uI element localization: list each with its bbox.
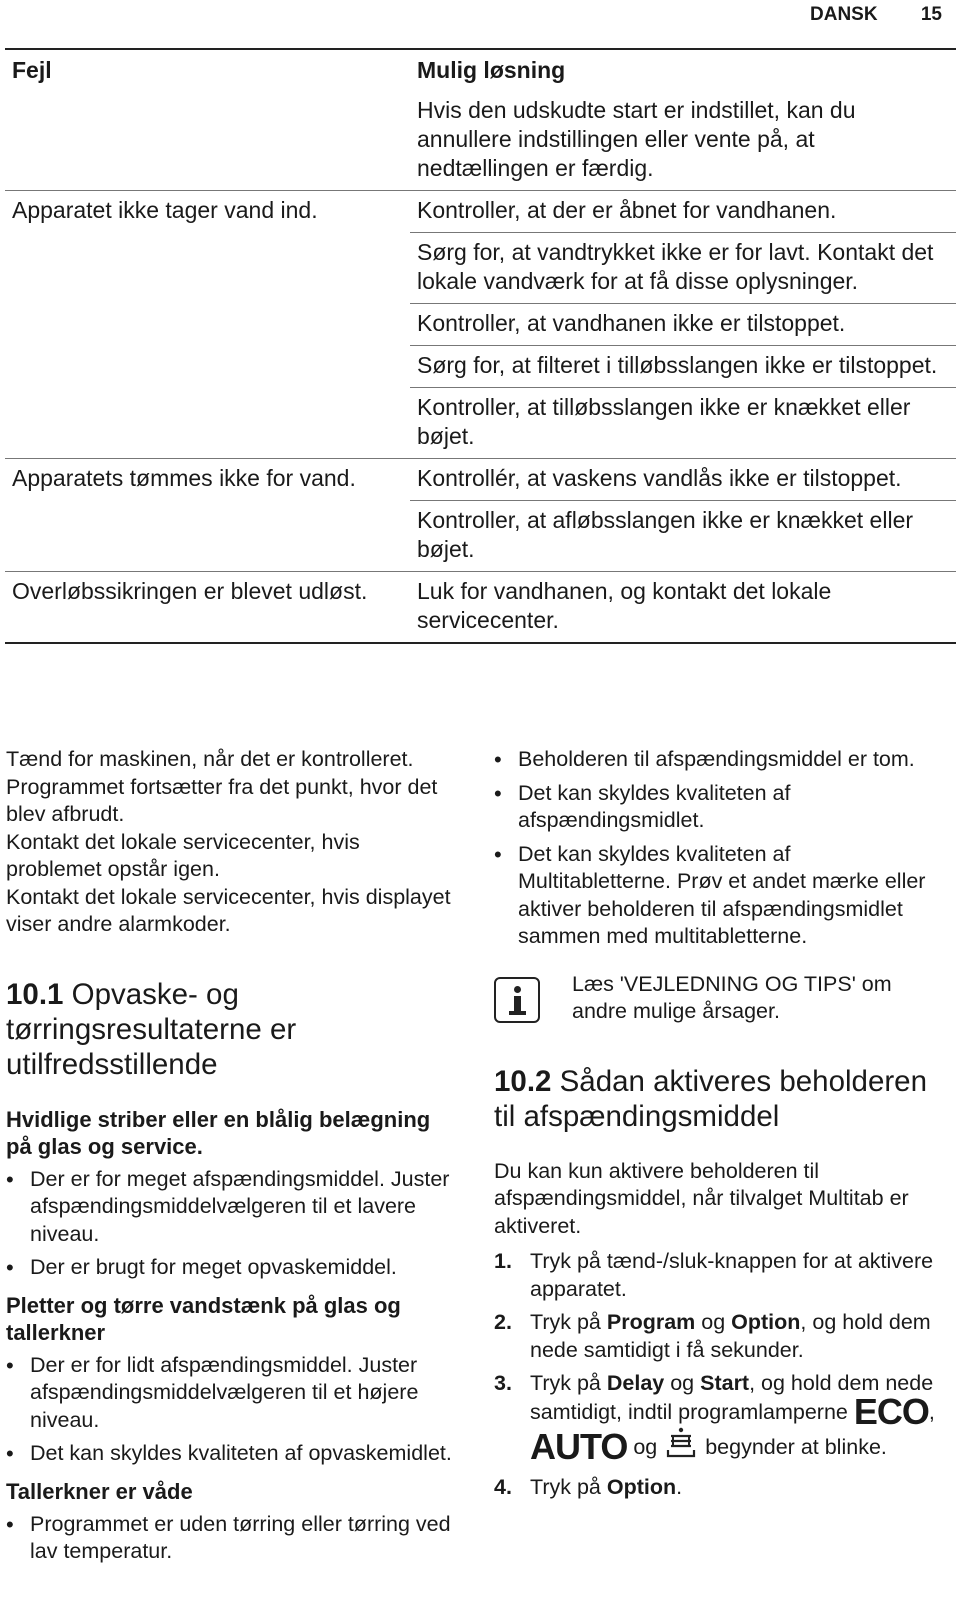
section-heading-10-1: [6, 977, 461, 1082]
table-row: [5, 191, 956, 233]
troubleshooting-table: [5, 48, 956, 644]
subheading: Hvidlige striber eller en blålig belægning på glas og service.: [6, 1106, 431, 1159]
info-note: [494, 971, 949, 1026]
solution-cell: Sørg for, at vandtrykket ikke er for lavt. Kontakt det lokale vandværk for at få disse oplysninger.: [410, 233, 956, 304]
list-item: • Der er for meget afspændingsmiddel. Juster afspændingsmiddelvælgeren til et lavere niveau.: [6, 1166, 461, 1249]
fault-cell: [5, 304, 410, 346]
option-button-label: Option: [731, 1310, 801, 1334]
solution-cell: Kontrollér, at vaskens vandlås ikke er tilstoppet.: [410, 459, 956, 501]
list-item: [494, 1474, 949, 1502]
step-number: 2.: [494, 1310, 512, 1334]
bullet-list: [6, 1511, 461, 1566]
fault-cell: [5, 388, 410, 459]
info-icon: [494, 977, 540, 1023]
dishes-icon: [665, 1426, 697, 1468]
fault-cell: [5, 233, 410, 304]
step-text: Tryk på: [530, 1310, 607, 1334]
note-text: Læs 'VEJLEDNING OG TIPS' om andre mulige årsager.: [572, 971, 892, 1023]
section-number: 10.1: [6, 977, 64, 1011]
paragraph: Tænd for maskinen, når det er kontrolleret. Programmet fortsætter fra det punkt, hvor det blev afbrudt.: [6, 747, 438, 826]
bullet-list: [6, 1352, 461, 1468]
delay-button-label: Delay: [606, 1371, 665, 1395]
page-number: 15: [920, 4, 942, 25]
list-item: • Det kan skyldes kvaliteten af afspændingsmidlet.: [494, 780, 949, 835]
bullet-list: [6, 1166, 461, 1282]
solution-cell: Kontroller, at vandhanen ikke er tilstoppet.: [410, 304, 956, 346]
step-text: Tryk på: [530, 1474, 607, 1499]
paragraph: Kontakt det lokale servicecenter, hvis displayet viser andre alarmkoder.: [6, 884, 451, 936]
right-column: [494, 746, 949, 1507]
paragraph: Kontakt det lokale servicecenter, hvis problemet opstår igen.: [6, 829, 360, 881]
section-heading-10-2: [494, 1064, 949, 1134]
step-number: 1.: [494, 1249, 512, 1273]
table-row: [5, 91, 956, 191]
column-header-solution: Mulig løsning: [410, 49, 956, 91]
fault-cell: [5, 501, 410, 572]
fault-cell: Apparatet ikke tager vand ind.: [5, 191, 410, 233]
section-title: Opvaske- og tørringsresultaterne er utilfredsstillende: [6, 977, 297, 1081]
subheading: Tallerkner er våde: [6, 1478, 193, 1504]
step-text: .: [676, 1474, 683, 1499]
solution-cell: Kontroller, at der er åbnet for vandhanen.: [410, 191, 956, 233]
table-row: [5, 501, 956, 572]
left-column: [6, 746, 461, 1572]
eco-indicator: ECO: [853, 1390, 929, 1432]
table-row: [5, 346, 956, 388]
list-item: • Beholderen til afspændingsmiddel er tom.: [494, 746, 949, 774]
fault-cell: Overløbssikringen er blevet udløst.: [5, 572, 410, 644]
solution-cell: Hvis den udskudte start er indstillet, kan du annullere indstillingen eller vente på, at nedtællingen er færdig.: [417, 97, 856, 181]
step-text: ,: [928, 1399, 935, 1424]
solution-cell: Luk for vandhanen, og kontakt det lokale servicecenter.: [410, 572, 956, 644]
list-item: [494, 1248, 949, 1303]
table-row: [5, 304, 956, 346]
table-row: [5, 572, 956, 644]
start-button-label: Start: [700, 1371, 750, 1395]
list-item: • Det kan skyldes kvaliteten af Multitabletterne. Prøv et andet mærke eller aktiver beholderen til afspændingsmidlet sammen med multitabletterne.: [494, 841, 949, 951]
table-row: [5, 459, 956, 501]
list-item: • Det kan skyldes kvaliteten af opvaskemidlet.: [6, 1440, 461, 1468]
section-number: 10.2: [494, 1064, 552, 1098]
bullet-list: [494, 746, 949, 951]
list-item: • Programmet er uden tørring eller tørring ved lav temperatur.: [6, 1511, 461, 1566]
table-row: [5, 233, 956, 304]
fault-cell: [5, 346, 410, 388]
list-item: [494, 1309, 949, 1364]
step-text: og: [664, 1371, 701, 1395]
auto-indicator: AUTO: [530, 1426, 628, 1467]
list-item: [494, 1370, 949, 1468]
step-number: 3.: [494, 1371, 512, 1395]
solution-cell: Sørg for, at filteret i tilløbsslangen ikke er tilstoppet.: [410, 346, 956, 388]
subheading: Pletter og tørre vandstænk på glas og tallerkner: [6, 1292, 401, 1345]
step-text: , og hold dem nede samtidigt, indtil programlamperne: [530, 1371, 934, 1424]
list-item: • Der er brugt for meget opvaskemiddel.: [6, 1254, 461, 1282]
paragraph: Du kan kun aktivere beholderen til afspændingsmiddel, når tilvalget Multitab er aktiveret.: [494, 1158, 909, 1238]
solution-cell: Kontroller, at tilløbsslangen ikke er knækket eller bøjet.: [410, 388, 956, 459]
program-button-label: Program: [606, 1310, 696, 1334]
table-row: [5, 388, 956, 459]
step-text: og: [695, 1310, 732, 1334]
fault-cell: [5, 91, 410, 191]
page-header: [772, 0, 942, 30]
solution-cell: Kontroller, at afløbsslangen ikke er knækket eller bøjet.: [410, 501, 956, 572]
step-text: Tryk på: [530, 1371, 607, 1395]
step-text: begynder at blinke.: [699, 1435, 887, 1459]
list-item: • Der er for lidt afspændingsmiddel. Juster afspændingsmiddelvælgeren til et højere niveau.: [6, 1352, 461, 1435]
language-label: DANSK: [810, 4, 878, 25]
step-number: 4.: [494, 1474, 512, 1499]
step-text: og: [627, 1435, 664, 1459]
fault-cell: Apparatets tømmes ikke for vand.: [5, 459, 410, 501]
step-list: [494, 1248, 949, 1501]
column-header-fault: Fejl: [5, 49, 410, 91]
section-title: Sådan aktiveres beholderen til afspændingsmiddel: [494, 1064, 927, 1133]
step-text: Tryk på tænd-/sluk-knappen for at aktivere apparatet.: [530, 1249, 934, 1301]
option-button-label: Option: [606, 1474, 677, 1499]
step-text: , og hold dem nede samtidigt i få sekunder.: [530, 1310, 931, 1362]
